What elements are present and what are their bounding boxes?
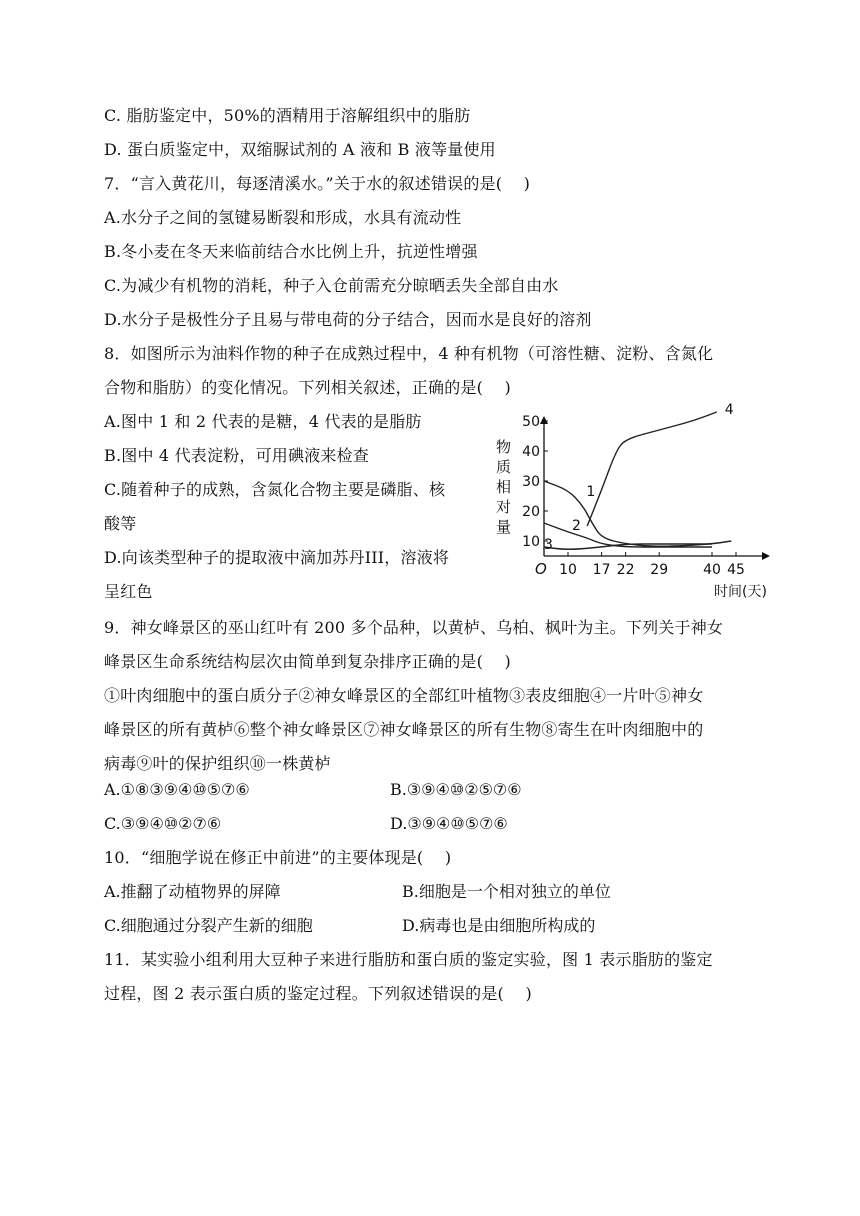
y-axis-arrow (540, 416, 548, 424)
text-line: 峰景区生命系统结构层次由简单到复杂排序正确的是( ) (104, 652, 511, 671)
q10-option-c: C.细胞通过分裂产生新的细胞 (104, 916, 313, 935)
q9-option-a: A.①⑧③⑨④⑩⑤⑦⑥ (104, 780, 250, 799)
text-line: ①叶肉细胞中的蛋白质分子②神女峰景区的全部红叶植物③表皮细胞④一片叶⑤神女 (104, 686, 704, 705)
series-label-3: 3 (544, 537, 553, 553)
q10-stem: 10．“细胞学说在修正中前进”的主要体现是( ) (104, 848, 452, 867)
text-line: 9．神女峰景区的巫山红叶有 200 多个品种，以黄栌、乌柏、枫叶为主。下列关于神女 (104, 618, 724, 637)
text-line: 酸等 (104, 514, 137, 533)
seed-maturation-chart (486, 402, 776, 604)
chart-ticks (522, 414, 745, 578)
q11-line-2: 过程，图 2 表示蛋白质的鉴定过程。下列叙述错误的是( ) (104, 984, 532, 1003)
x-tick-label: 10 (559, 562, 577, 578)
chart-axes (540, 416, 770, 560)
text-line: 8．如图所示为油料作物的种子在成熟过程中，4 种有机物（可溶性糖、淀粉、含氮化 (104, 344, 714, 363)
text-line: B.冬小麦在冬天来临前结合水比例上升，抗逆性增强 (104, 242, 478, 261)
series-line-4 (587, 412, 717, 526)
chart-series (544, 402, 734, 553)
chart-ylabel: 物质相对量 (496, 438, 512, 536)
text-line: C. 脂肪鉴定中，50%的酒精用于溶解组织中的脂肪 (104, 106, 471, 125)
x-tick-label: 40 (703, 562, 721, 578)
text-line: 合物和脂肪）的变化情况。下列相关叙述，正确的是( ) (104, 378, 511, 397)
x-tick-label: 45 (727, 562, 745, 578)
x-tick-label: 29 (650, 562, 669, 578)
y-tick-label: 30 (522, 474, 540, 490)
q10-option-d: D.病毒也是由细胞所构成的 (402, 916, 596, 935)
q11-line-1: 11．某实验小组利用大豆种子来进行脂肪和蛋白质的鉴定实验，图 1 表示脂肪的鉴定 (104, 950, 713, 969)
text-line: D.向该类型种子的提取液中滴加苏丹III，溶液将 (104, 548, 450, 567)
series-label-4: 4 (724, 402, 734, 418)
text-line: 呈红色 (104, 582, 153, 601)
text-line: D.水分子是极性分子且易与带电荷的分子结合，因而水是良好的溶剂 (104, 310, 592, 329)
y-tick-label: 10 (522, 534, 540, 550)
y-tick-label: 20 (522, 504, 540, 520)
chart-origin-label: O (535, 560, 547, 578)
text-line: B.图中 4 代表淀粉，可用碘液来检查 (104, 446, 369, 465)
x-axis-arrow (762, 552, 770, 560)
q9-option-c: C.③⑨④⑩②⑦⑥ (104, 814, 222, 833)
chart-xlabel: 时间(天) (714, 584, 767, 600)
x-tick-label: 17 (592, 562, 611, 578)
y-tick-label: 40 (522, 444, 540, 460)
q10-option-b: B.细胞是一个相对独立的单位 (402, 882, 611, 901)
text-line: A.水分子之间的氢键易断裂和形成，水具有流动性 (104, 208, 462, 227)
q10-option-a: A.推翻了动植物界的屏障 (104, 882, 281, 901)
text-line: 病毒⑨叶的保护组织⑩一株黄栌 (104, 754, 331, 773)
text-line: D. 蛋白质鉴定中，双缩脲试剂的 A 液和 B 液等量使用 (104, 140, 496, 159)
text-line: 7．“言入黄花川，每逐清溪水。”关于水的叙述错误的是( ) (104, 174, 531, 193)
text-line: C.为减少有机物的消耗，种子入仓前需充分晾晒丢失全部自由水 (104, 276, 559, 295)
q9-option-b: B.③⑨④⑩②⑤⑦⑥ (390, 780, 522, 799)
series-line-1 (544, 481, 731, 546)
text-line: A.图中 1 和 2 代表的是糖，4 代表的是脂肪 (104, 412, 422, 431)
q9-option-d: D.③⑨④⑩⑤⑦⑥ (390, 814, 508, 833)
x-tick-label: 22 (616, 562, 635, 578)
text-line: C.随着种子的成熟，含氮化合物主要是磷脂、核 (104, 480, 446, 499)
series-label-2: 2 (572, 518, 581, 534)
series-label-1: 1 (586, 484, 596, 500)
text-line: 峰景区的所有黄栌⑥整个神女峰景区⑦神女峰景区的所有生物⑧寄生在叶肉细胞中的 (104, 720, 704, 739)
y-tick-label: 50 (522, 414, 540, 430)
